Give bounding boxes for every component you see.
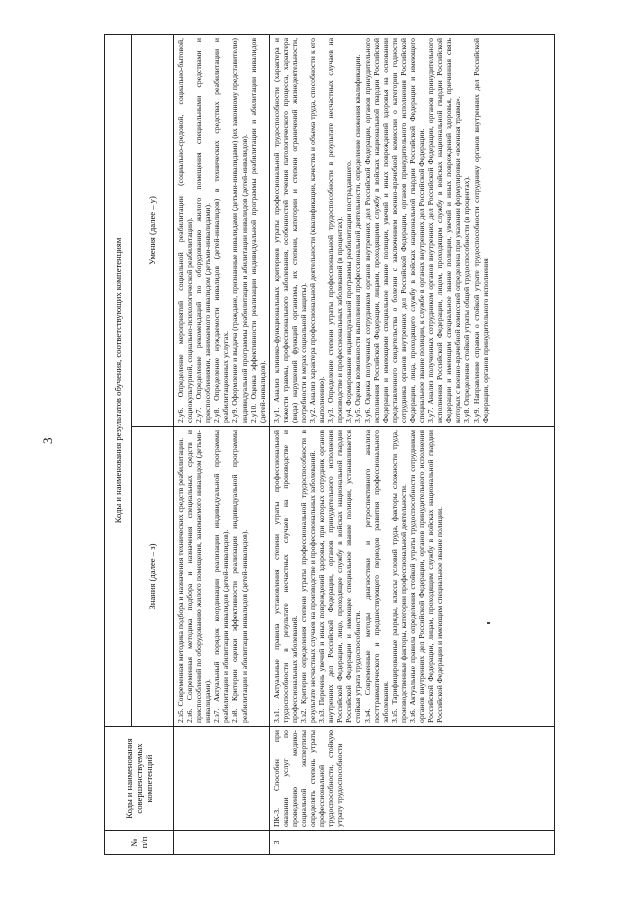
cell-num-empty: [174, 831, 270, 855]
knowledge-item: 2.з5. Современная методика подбора и назначения технических средств реабилитации.: [176, 437, 185, 723]
cell-knowledge-cont: [174, 427, 270, 727]
header-knowledge: Знания (далее – з): [131, 427, 173, 727]
skill-item: 2.у10. Оценка эффективности реализации индивидуальной программы реабилитации и абилитации инвалидов (детей-инвалидов).: [248, 38, 267, 423]
header-codes: Коды и наименования совершенствуемых компетенций: [105, 727, 174, 831]
header-results-group: Коды и наименования результатов обучения, соответствующих компетенциям: [105, 35, 132, 727]
cell-competence-empty: [174, 727, 270, 831]
skill-item: 3.у1. Анализ клинико-функциональных критериев утраты профессиональной трудоспособности (характера и тяжести травмы, профессионального заболевания, особенностей течения патологического процесса, характера (вида) нарушений функций организма, их степени, категории и степени ограничений жизнедеятельности, потребности в мерах социальной защиты).: [271, 38, 309, 423]
cell-skills-cont: [174, 35, 270, 427]
knowledge-item: 2.з6. Современная методика подбора и назначения специальных средств и приспособлений по оборудованию жилого помещения, занимаемого инвалидом (детьми-инвалидами).: [185, 430, 213, 723]
skill-item: 2.у8. Определение нуждаемости инвалидов (детей-инвалидов) в технических средствах реабилитации и реабилитационных услугах.: [212, 38, 231, 423]
knowledge-item: 2.з7. Актуальный порядок координации реализации индивидуальной программы реабилитации и абилитации инвалидов (детей-инвалидов).: [212, 430, 231, 723]
skill-item: 3.у7. Анализ полученных сотрудником органов внутренних дел Российской Федерации, органов принудительного исполнения Российской Федерации, лицом, проходящим службу в войсках национальной гвардии Российской Федерации и имеющим специальное звание полиции, увечий и иных повреждений здоровья, причинная связь которых с военно-врачебной комиссией определена при указании формулировки «военная травма».: [426, 38, 463, 423]
skill-item: 3.у3. Определение степени утраты профессиональной трудоспособности в результате несчастных случаев на производстве и профессиональных заболеваний (в процентах).: [326, 38, 345, 423]
knowledge-item: 2.з8. Критерии оценки эффективности реализации индивидуальной программы реабилитации и абилитации инвалидов (детей-инвалидов).: [230, 430, 249, 723]
skill-item: 3.у2. Анализ характера профессиональной деятельности (квалификации, качества и объема труда, способности к его выполнению).: [308, 38, 327, 423]
knowledge-item: 3.з5. Тарифицированные разряды, классы условий труда, факторы сложности труда, производственные факторы, категории профессиональной деятельности.: [389, 430, 408, 723]
skill-item: 2.у6. Определение мероприятий социальной реабилитации (социально-средовой, социально-бытовой, социокультурной, социально-психологической реабилитации).: [176, 38, 195, 423]
skill-item: 2.у7. Определение рекомендаций по оборудованию жилого помещения специальными средствами и приспособлениями, занимаемого инвалидом (детьми-инвалидами).: [194, 38, 213, 423]
knowledge-item: 3.з3. Перечень увечий и иных повреждений здоровья, при которых сотрудник органов внутренних дел Российской Федерации, органов принудительного исполнения Российской Федерации, лицо, проходящее службу в войсках национальной гвардии Российской Федерации и имеющее специальное звание полиции, устанавливается стойкая утрата трудоспособности.: [317, 430, 363, 723]
knowledge-item: 3.з6. Актуальные правила определения стойкой утраты трудоспособности сотрудникам органов внутренних дел Российской Федерации, органов принудительного исполнения Российской Федерации, лицам, проходящим службу в войсках национальной гвардии Российской Федерации и имеющим специальное звание полиции.: [407, 430, 445, 723]
skill-item: 3.у6. Оценка полученных сотрудником органов внутренних дел Российской Федерации, органов принудительного исполнения Российской Федерации, лицами, проходящими службу в войсках национальной гвардии Российской Федерации и имеющими специальное звание полиции, увечий и иных повреждений здоровья на основании представленного свидетельства о болезни с заключением военно-врачебной комиссии о категории годности сотрудника органов внутренних дел Российской Федерации, органов принудительного исполнения Российской Федерации, лица, проходящего службу в войсках национальной гвардии Российской Федерации и имеющего специальное звание полиции, к службе в органах внутренних дел Российской Федерации.: [362, 38, 427, 423]
rotated-table-area: [104, 35, 609, 855]
knowledge-item: 3.з2. Критерии определения степени утраты профессиональной трудоспособности в результате несчастных случаев на производстве и профессиональных заболеваний.: [299, 430, 318, 723]
page-number: 3: [40, 437, 55, 444]
cell-knowledge: [269, 427, 554, 727]
table-row-continuation: [174, 35, 270, 855]
header-num: № п/п: [105, 831, 174, 855]
skill-item: 3.у8. Определение стойкой утраты общей трудоспособности (в процентах).: [462, 176, 472, 423]
skill-item: 2.у9. Оформление и выдача (граждане, признанные инвалидами (детьми-инвалидами) (их законному представителю) индивидуальной программы реабилитации и абилитации инвалидов (детей-инвалидов).: [230, 38, 249, 423]
competence-name: ПК-3. Способен при оказании услуг по проведению медико-социальной экспертизы определять степень утраты профессиональной трудоспособности, стойкую утрату трудоспособности: [269, 727, 554, 831]
knowledge-item: 3.з4. Современные методы диагностики и ретроспективного анализа посттравматического и предшествующего периодов развития профессионального заболевания.: [362, 430, 390, 723]
row-number: 3: [269, 831, 554, 855]
knowledge-item: 3.з1. Актуальные правила установления степени утраты профессиональной трудоспособности в результате несчастных случаев на производстве и профессиональных заболеваний.: [271, 430, 299, 723]
competence-table: [104, 34, 555, 855]
table-row-3: [269, 35, 554, 855]
skill-item: 3.у4. Формирование индивидуальной программы реабилитации пострадавшего.: [344, 160, 354, 423]
skill-item: 3.у9. Направление справки о стойкой утрате трудоспособности сотруднику органов внутренних дел Российской Федерации, органов принудительного исполнения: [471, 38, 490, 423]
cell-skills: [269, 35, 554, 427]
header-skills: Умения (далее – у): [131, 35, 173, 427]
skill-item: 3.у5. Оценка возможности выполнения профессиональной деятельности, определение снижения квалификации.: [353, 54, 363, 423]
